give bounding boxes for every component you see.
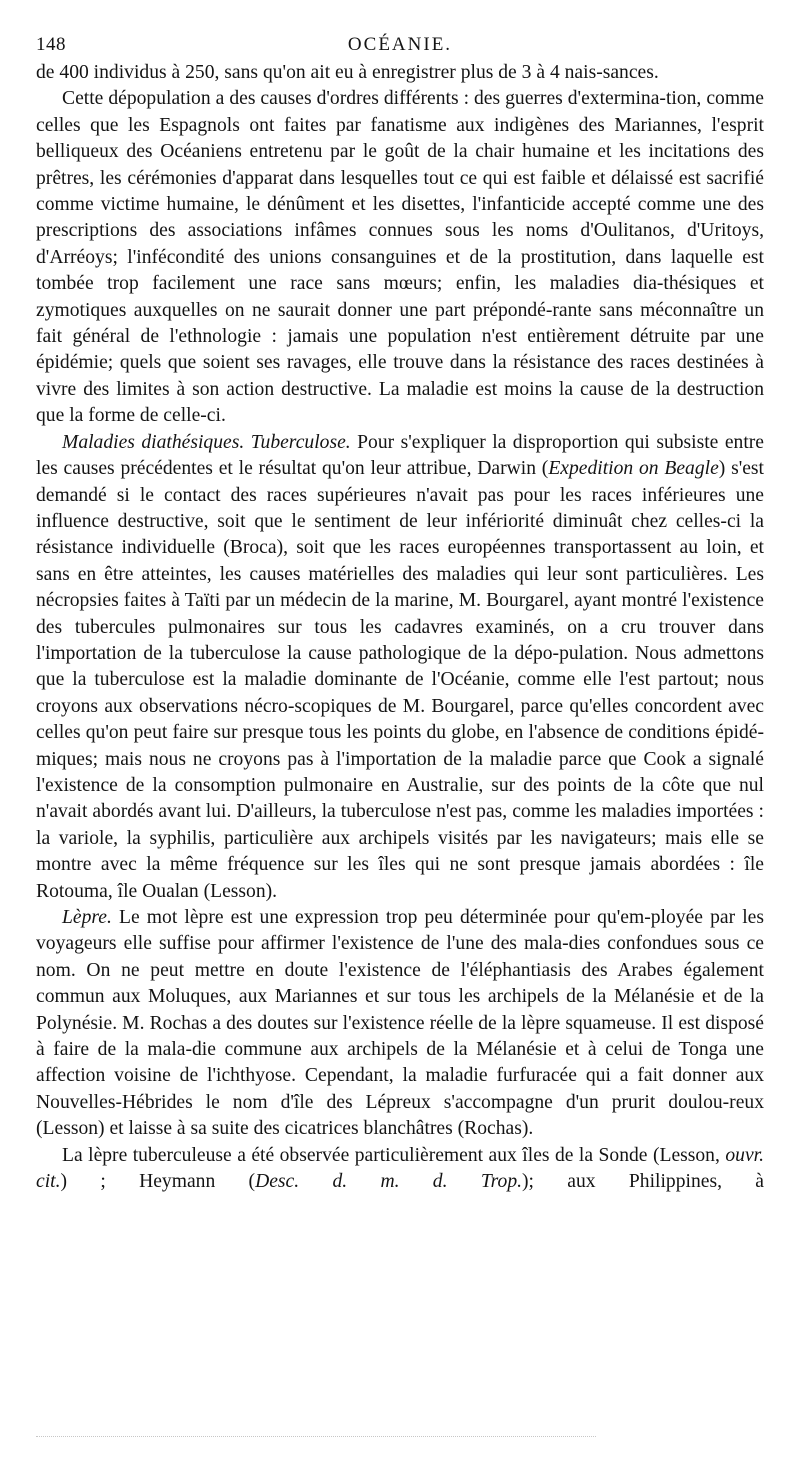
section-heading-tuberculose: Tuberculose.	[250, 431, 351, 453]
body-text	[36, 60, 764, 1195]
section-heading-maladies-diathesiques: Maladies diathésiques.	[62, 431, 245, 453]
paragraph-text: La lèpre tuberculeuse a été observée particulièrement aux îles de la Sonde (Lesson,	[62, 1144, 726, 1166]
paragraph-text: ); aux Philippines, à	[522, 1171, 764, 1193]
section-heading-lepre: Lèpre.	[62, 907, 112, 928]
paragraph-text: ) s'est demandé si le contact des races supérieures n'avait pas pour les races inférieures une influence destructive, soit que le sentiment de leur infériorité diminuât chez celles-ci la résistance individuelle (Broca), soit que les races européennes transportassent au loin, et sans en être atteintes, les causes matérielles des maladies qui leur sont particulières. Les nécropsies faites à Taïti par un médecin de la marine, M. Bourgarel, ayant montré l'existence des tubercules pulmonaires sur tous les cadavres examinés, on a cru trouver dans l'importation de la tuberculose la cause pathologique de la dépo-pulation. Nous admettons que la tuberculose est la maladie dominante de l'Océanie, comme elle l'est partout; nous croyons aux observations nécro-scopiques de M. Bourgarel, parce qu'elles concordent avec celles qu'on peut faire sur presque tous les points du globe, en l'absence de conditions épidé-miques; mais nous ne croyons pas à l'importation de la maladie parce que Cook a signalé l'existence de la consomption pulmonaire en Australie, sur des points de la côte que nul n'avait abordés avant lui. D'ailleurs, la tuberculose n'est pas, comme les maladies importées : la variole, la syphilis, particulière aux archipels visités par les navigateurs; mais elle se montre avec la même fréquence sur les îles qui ne sont presque jamais abordées : île Rotouma, île Oualan (Lesson).	[36, 458, 764, 902]
paragraph-text: ) ; Heymann (	[60, 1171, 256, 1193]
running-title: OCÉANIE.	[347, 34, 453, 55]
paragraph-depopulation-causes: Cette dépopulation a des causes d'ordres différents : des guerres d'extermina-tion, comme celles que les Espagnols ont faites par fanatisme aux indigènes des Mariannes, l'esprit belliqueux des Océaniens entretenu par le goût de la chair humaine et les incitations des prêtres, les cérémonies d'apparat dans lesquelles tout ce qui est faible et délaissé est sacrifié comme victime humaine, le dénûment et les disettes, l'infanticide accepté comme une des prescriptions des associations infâmes connues sous les noms d'Oulitanos, d'Uritoys, d'Arréoys; l'infécondité des unions consanguines et de la prostitution, dans laquelle est tombée trop facilement une race sans mœurs; enfin, les maladies dia-thésiques et zymotiques auxquelles on ne saurait donner une part prépondé-rante sans méconnaître un fait général de l'ethnologie : jamais une population n'est entièrement détruite par une épidémie; quels que soient ses ravages, elle trouve dans la résistance des races destinées à vivre des limites à son action destructive. La maladie est moins la cause de la destruction que la forme de celle-ci.	[36, 88, 764, 427]
paragraph-text: Pour s'expliquer la disproportion qui subsiste entre les causes précédentes et le résultat qu'on leur attribue, Darwin (	[36, 431, 764, 480]
book-page	[36, 30, 764, 1195]
paragraph-continuation: de 400 individus à 250, sans qu'on ait eu à enregistrer plus de 3 à 4 nais-sances.	[36, 62, 659, 83]
running-head	[36, 30, 764, 60]
citation-darwin: Expedition on Beagle	[548, 458, 719, 480]
citation-heymann: Desc. d. m. d. Trop.	[255, 1171, 523, 1193]
print-smudge	[36, 1436, 596, 1441]
page-number: 148	[36, 34, 66, 55]
paragraph-text: Le mot lèpre est une expression trop peu déterminée pour qu'em-ployée par les voyageurs elle suffise pour affirmer l'existence de l'une des mala-dies confondues sous ce nom. On ne peut mettre en doute l'existence de l'éléphantiasis des Arabes également commun aux Moluques, aux Mariannes et sur tous les archipels de la Mélanésie et de la Polynésie. M. Rochas a des doutes sur l'existence réelle de la lèpre squameuse. Il est disposé à faire de la mala-die commune aux archipels de la Mélanésie et à celui de Tonga une affection voisine de l'ichthyose. Cependant, la maladie furfuracée qui a fait donner aux Nouvelles-Hébrides le nom d'île des Lépreux s'accompagne d'un prurit doulou-reux (Lesson) et laisse à sa suite des cicatrices blanchâtres (Rochas).	[36, 907, 764, 1140]
citation-ouvr-cit: ouvr. cit.	[36, 1144, 764, 1193]
paragraph-lepre-tuberculeuse	[36, 1143, 764, 1196]
paragraph-tuberculosis	[36, 430, 764, 905]
paragraph-lepre	[36, 905, 764, 1143]
